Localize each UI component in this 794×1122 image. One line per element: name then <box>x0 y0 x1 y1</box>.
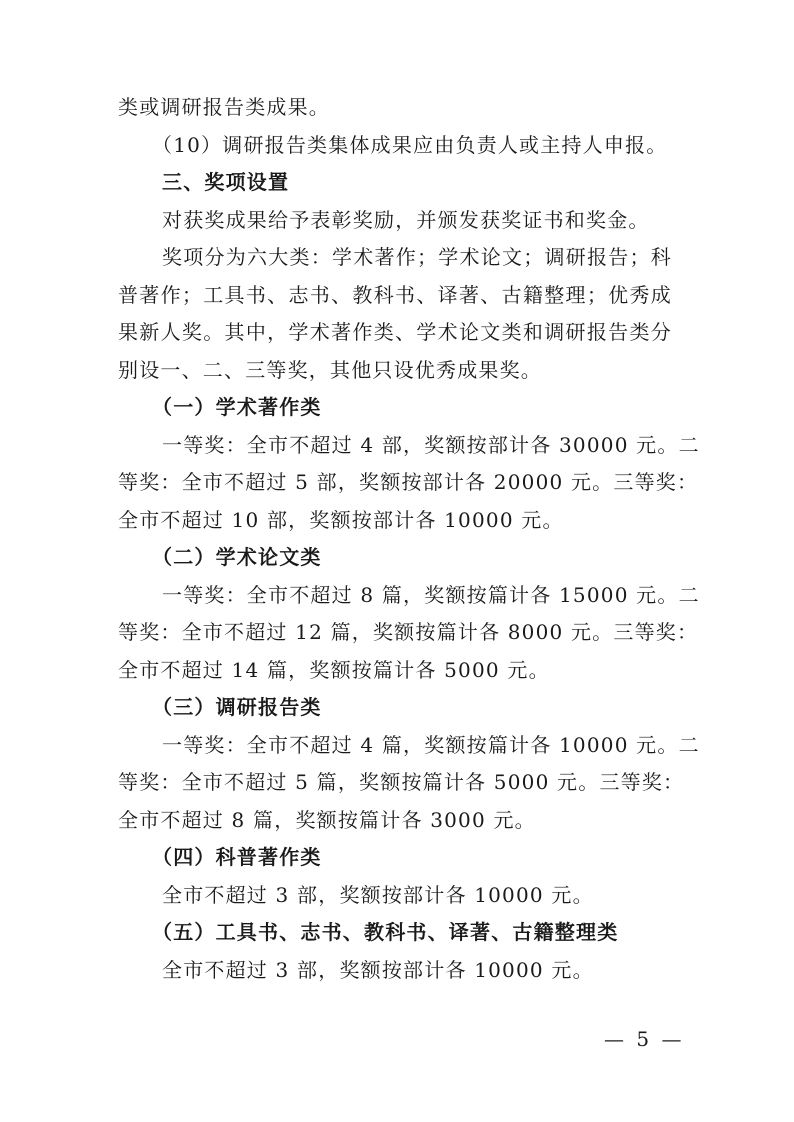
paragraph-line: 全市不超过 3 部，奖额按部计各 10000 元。 <box>162 957 594 982</box>
paragraph-line: 别设一、二、三等奖，其他只设优秀成果奖。 <box>118 357 542 382</box>
paragraph-line: 等奖：全市不超过 5 部，奖额按部计各 20000 元。三等奖： <box>118 470 699 494</box>
subsection-heading: （三）调研报告类 <box>152 695 322 719</box>
paragraph-line: 等奖：全市不超过 12 篇，奖额按篇计各 8000 元。三等奖： <box>118 620 699 644</box>
paragraph-line: 一等奖：全市不超过 4 篇，奖额按篇计各 10000 元。二 <box>162 732 700 757</box>
paragraph-line: 全市不超过 3 部，奖额按部计各 10000 元。 <box>162 882 594 907</box>
document-body <box>118 89 700 989</box>
paragraph-line: 全市不超过 8 篇，奖额按篇计各 3000 元。 <box>118 807 536 832</box>
paragraph-line: 一等奖：全市不超过 4 部，奖额按部计各 30000 元。二 <box>162 432 700 457</box>
subsection-heading: （四）科普著作类 <box>152 845 322 869</box>
paragraph-line: 类或调研报告类成果。 <box>118 95 330 119</box>
subsection-heading: （五）工具书、志书、教科书、译著、古籍整理类 <box>152 920 619 944</box>
page-number: — 5 — <box>604 1027 685 1051</box>
paragraph-line: 全市不超过 14 篇，奖额按篇计各 5000 元。 <box>118 657 550 682</box>
paragraph-line: 等奖：全市不超过 5 篇，奖额按篇计各 5000 元。三等奖： <box>118 770 685 794</box>
subsection-heading: （二）学术论文类 <box>152 545 322 569</box>
section-heading: 三、奖项设置 <box>162 170 290 194</box>
paragraph-line: 普著作；工具书、志书、教科书、译著、古籍整理；优秀成 <box>118 282 672 307</box>
paragraph-line: 奖项分为六大类：学术著作；学术论文；调研报告；科 <box>162 245 672 269</box>
paragraph-line: 果新人奖。其中，学术著作类、学术论文类和调研报告类分 <box>118 320 672 344</box>
paragraph-line: 全市不超过 10 部，奖额按部计各 10000 元。 <box>118 507 564 532</box>
paragraph-line: 一等奖：全市不超过 8 篇，奖额按篇计各 15000 元。二 <box>162 582 700 607</box>
paragraph-line: 对获奖成果给予表彰奖励，并颁发获奖证书和奖金。 <box>162 207 650 232</box>
subsection-heading: （一）学术著作类 <box>152 395 322 419</box>
paragraph-line: （10）调研报告类集体成果应由负责人或主持人申报。 <box>152 132 668 157</box>
